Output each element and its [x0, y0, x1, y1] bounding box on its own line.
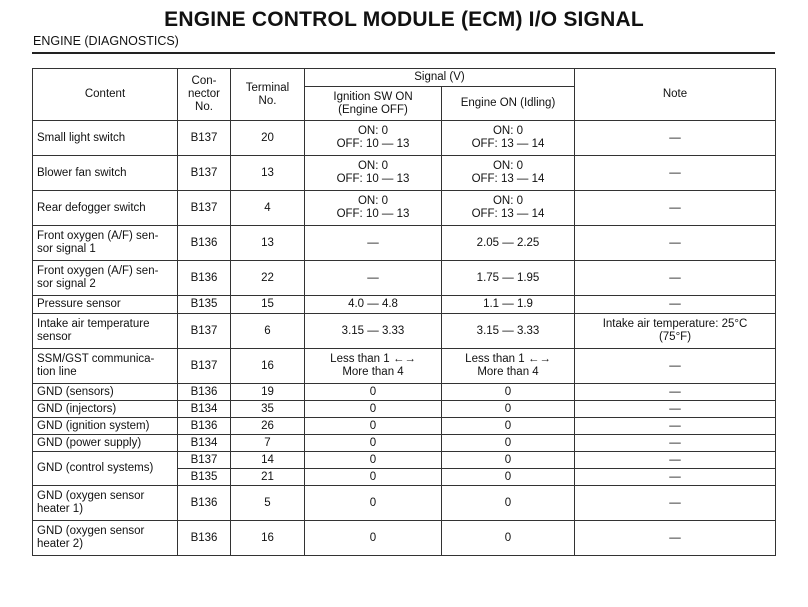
cell-connector: B137: [178, 121, 231, 156]
cell-engine-on: 0: [442, 521, 575, 556]
cell-terminal: 19: [231, 384, 305, 401]
table-row: [33, 418, 776, 435]
cell-note: —: [575, 296, 776, 314]
cell-content: SSM/GST communica- tion line: [33, 349, 178, 384]
cell-connector: B135: [178, 469, 231, 486]
cell-note: —: [575, 401, 776, 418]
cell-content: Front oxygen (A/F) sen- sor signal 1: [33, 226, 178, 261]
cell-note: Intake air temperature: 25°C (75°F): [575, 314, 776, 349]
cell-terminal: 13: [231, 226, 305, 261]
cell-ignition-on: 0: [305, 384, 442, 401]
cell-connector: B137: [178, 452, 231, 469]
cell-terminal: 16: [231, 349, 305, 384]
page-title: ENGINE CONTROL MODULE (ECM) I/O SIGNAL: [164, 8, 644, 31]
cell-content: Front oxygen (A/F) sen- sor signal 2: [33, 261, 178, 296]
cell-content: Rear defogger switch: [33, 191, 178, 226]
cell-terminal: 16: [231, 521, 305, 556]
header-content: Content: [33, 69, 178, 121]
table-row: [33, 156, 776, 191]
cell-note: —: [575, 521, 776, 556]
cell-note: —: [575, 156, 776, 191]
cell-connector: B137: [178, 349, 231, 384]
header-engine-on: Engine ON (Idling): [442, 87, 575, 121]
cell-connector: B136: [178, 521, 231, 556]
cell-content: Intake air temperature sensor: [33, 314, 178, 349]
cell-engine-on: 2.05 — 2.25: [442, 226, 575, 261]
header-signal: Signal (V): [305, 69, 575, 87]
cell-engine-on: 1.1 — 1.9: [442, 296, 575, 314]
cell-ignition-on: 4.0 — 4.8: [305, 296, 442, 314]
table-row: [33, 314, 776, 349]
cell-terminal: 21: [231, 469, 305, 486]
cell-terminal: 13: [231, 156, 305, 191]
cell-content: GND (oxygen sensor heater 2): [33, 521, 178, 556]
header-note: Note: [575, 69, 776, 121]
cell-connector: B136: [178, 261, 231, 296]
cell-content: Small light switch: [33, 121, 178, 156]
cell-note: —: [575, 121, 776, 156]
cell-connector: B136: [178, 226, 231, 261]
cell-engine-on: ON: 0 OFF: 13 — 14: [442, 191, 575, 226]
cell-engine-on: ON: 0 OFF: 13 — 14: [442, 156, 575, 191]
cell-content: Pressure sensor: [33, 296, 178, 314]
table-row: [33, 384, 776, 401]
header-connector: Con- nector No.: [178, 69, 231, 121]
cell-connector: B137: [178, 156, 231, 191]
table-row: [33, 521, 776, 556]
cell-note: —: [575, 261, 776, 296]
cell-content: GND (control systems): [33, 452, 178, 486]
cell-ignition-on: 0: [305, 486, 442, 521]
cell-terminal: 14: [231, 452, 305, 469]
cell-engine-on: 1.75 — 1.95: [442, 261, 575, 296]
cell-connector: B136: [178, 486, 231, 521]
cell-connector: B134: [178, 401, 231, 418]
cell-ignition-on: —: [305, 226, 442, 261]
cell-terminal: 26: [231, 418, 305, 435]
cell-terminal: 4: [231, 191, 305, 226]
cell-ignition-on: —: [305, 261, 442, 296]
cell-connector: B136: [178, 384, 231, 401]
table-row: [33, 261, 776, 296]
cell-terminal: 20: [231, 121, 305, 156]
cell-note: —: [575, 349, 776, 384]
cell-ignition-on: 0: [305, 521, 442, 556]
cell-terminal: 5: [231, 486, 305, 521]
cell-engine-on: 0: [442, 384, 575, 401]
cell-terminal: 22: [231, 261, 305, 296]
cell-ignition-on: 0: [305, 418, 442, 435]
cell-content: GND (injectors): [33, 401, 178, 418]
cell-note: —: [575, 486, 776, 521]
cell-content: GND (power supply): [33, 435, 178, 452]
table-row: [33, 121, 776, 156]
cell-engine-on: 0: [442, 435, 575, 452]
cell-ignition-on: 3.15 — 3.33: [305, 314, 442, 349]
cell-content: GND (oxygen sensor heater 1): [33, 486, 178, 521]
cell-ignition-on: 0: [305, 452, 442, 469]
cell-engine-on: 0: [442, 469, 575, 486]
cell-note: —: [575, 469, 776, 486]
cell-engine-on: Less than 1 ←→ More than 4: [442, 349, 575, 384]
cell-content: GND (sensors): [33, 384, 178, 401]
cell-note: —: [575, 384, 776, 401]
cell-note: —: [575, 435, 776, 452]
table-row: [33, 452, 776, 469]
table-row: [33, 296, 776, 314]
cell-terminal: 35: [231, 401, 305, 418]
cell-note: —: [575, 191, 776, 226]
section-subtitle: ENGINE (DIAGNOSTICS): [33, 34, 179, 48]
cell-ignition-on: 0: [305, 469, 442, 486]
cell-terminal: 6: [231, 314, 305, 349]
header-terminal: Terminal No.: [231, 69, 305, 121]
cell-content: GND (ignition system): [33, 418, 178, 435]
cell-terminal: 15: [231, 296, 305, 314]
table-body: [33, 121, 776, 556]
cell-connector: B137: [178, 191, 231, 226]
cell-connector: B137: [178, 314, 231, 349]
cell-engine-on: 3.15 — 3.33: [442, 314, 575, 349]
cell-ignition-on: ON: 0 OFF: 10 — 13: [305, 156, 442, 191]
table-row: [33, 486, 776, 521]
cell-ignition-on: ON: 0 OFF: 10 — 13: [305, 191, 442, 226]
table-row: [33, 226, 776, 261]
cell-ignition-on: ON: 0 OFF: 10 — 13: [305, 121, 442, 156]
cell-engine-on: 0: [442, 452, 575, 469]
cell-connector: B134: [178, 435, 231, 452]
cell-terminal: 7: [231, 435, 305, 452]
cell-connector: B136: [178, 418, 231, 435]
cell-note: —: [575, 452, 776, 469]
table-row: [33, 401, 776, 418]
header-ignition-on: Ignition SW ON (Engine OFF): [305, 87, 442, 121]
cell-engine-on: 0: [442, 418, 575, 435]
cell-content: Blower fan switch: [33, 156, 178, 191]
cell-note: —: [575, 418, 776, 435]
header-rule: [32, 52, 775, 54]
cell-ignition-on: 0: [305, 401, 442, 418]
cell-engine-on: 0: [442, 486, 575, 521]
cell-note: —: [575, 226, 776, 261]
table-row: [33, 435, 776, 452]
cell-engine-on: 0: [442, 401, 575, 418]
cell-engine-on: ON: 0 OFF: 13 — 14: [442, 121, 575, 156]
cell-connector: B135: [178, 296, 231, 314]
cell-ignition-on: 0: [305, 435, 442, 452]
cell-ignition-on: Less than 1 ←→ More than 4: [305, 349, 442, 384]
table-row: [33, 191, 776, 226]
table-row: [33, 349, 776, 384]
ecm-io-signal-table: [32, 68, 776, 556]
